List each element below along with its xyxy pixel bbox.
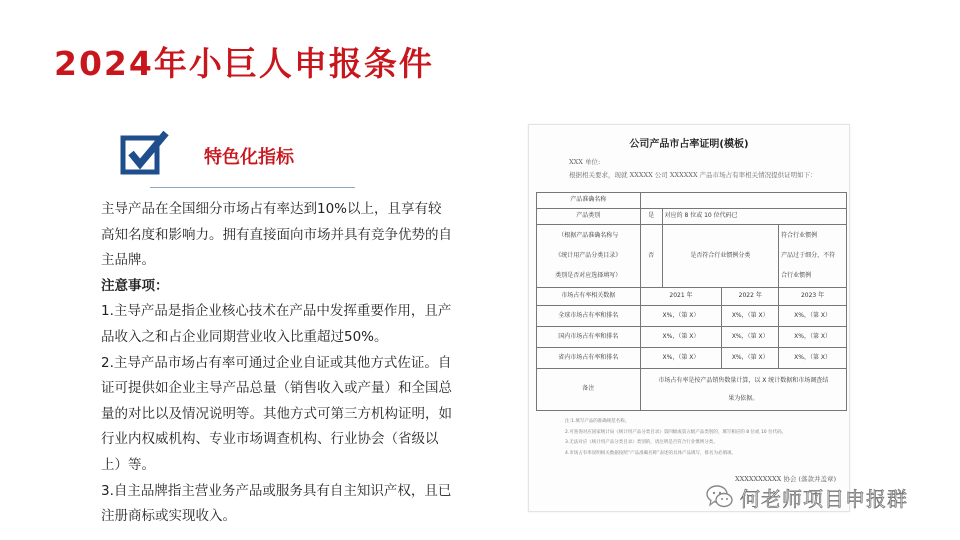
certificate-signature: XXXXXXXXXX 协会 (落款并盖章)	[735, 475, 836, 483]
note-item-3: 3.自主品牌指主营业务产品或服务具有自主知识产权，且已注册商标或实现收入。	[101, 482, 452, 525]
watermark-text: 何老师项目申报群	[740, 486, 908, 511]
table-row: 国内市场占有率和排名 X%，（第 X） X%，（第 X） X%，（第 X）	[537, 327, 847, 348]
body-text	[74, 197, 454, 530]
table-row: 市场占有率相关数据 2021 年 2022 年 2023 年	[537, 288, 847, 306]
table-row: 省内市场占有率和排名 X%，（第 X） X%，（第 X） X%，（第 X）	[537, 348, 847, 369]
table-row: 备注 市场占有率是按产品销售数量计算，以 X 统计数据和市场调查结 果为依据。	[537, 369, 847, 411]
note-item-1: 1.主导产品是指企业核心技术在产品中发挥重要作用，且产品收入之和占企业同期营业收入比重超过50%。	[101, 303, 452, 345]
checkbox-check-icon	[120, 128, 170, 178]
certificate-template	[528, 124, 850, 512]
wechat-icon	[706, 484, 734, 510]
paragraph-main: 主导产品在全国细分市场占有率达到10%以上，且享有较高知名度和影响力。拥有直接面向市场并具有竞争优势的自主品牌。	[101, 201, 452, 269]
certificate-recipient: XXX 单位:	[569, 158, 601, 166]
section-divider	[150, 187, 355, 188]
page-title: 2024年小巨人申报条件	[54, 44, 434, 83]
table-row: （根据产品准确名称与 《统计用产品分类目录》 类别是否对应选择填写） 否 是否符合行业惯例分类 符合行业惯例 产品过于细分，不符 合行业惯例	[537, 225, 847, 288]
certificate-table	[536, 192, 847, 411]
notes-heading: 注意事项：	[101, 277, 169, 294]
certificate-title: 公司产品市占率证明(模板)	[629, 139, 749, 150]
table-row: 产品类别 是 对应的 8 位或 10 位代码已	[537, 209, 847, 225]
table-row: 全球市场占有率和排名 X%，（第 X） X%，（第 X） X%，（第 X）	[537, 306, 847, 327]
certificate-notes: 注:1.填写产品的准确规范名称。 2.可查询对应国家统计局《统计用产品分类目录》第四级或第五级产品类别的，填写相应的 8 位或 10 位代码。 3.无法对应《统计用产品分类目录》类别的，请注明是否符合行业惯例分类。 4.市场占有率说明相关数据按照“产品准确名称”表述的具体产品填写，排名为必填项。	[565, 419, 787, 456]
section-title: 特色化指标	[204, 147, 294, 168]
note-item-2: 2.主导产品市场占有率可通过企业自证或其他方式佐证。自证可提供如企业主导产品总量（销售收入或产量）和全国总量的对比以及情况说明等。其他方式可第三方机构证明，如行业内权威机构、专业市场调查机构、行业协会（省级以上）等。	[101, 354, 452, 473]
watermark	[706, 483, 908, 511]
table-row: 产品准确名称	[537, 193, 847, 209]
certificate-intro: 根据相关要求，现就 XXXXX 公司 XXXXXX 产品市场占有率相关情况提供证明如下：	[569, 171, 817, 179]
